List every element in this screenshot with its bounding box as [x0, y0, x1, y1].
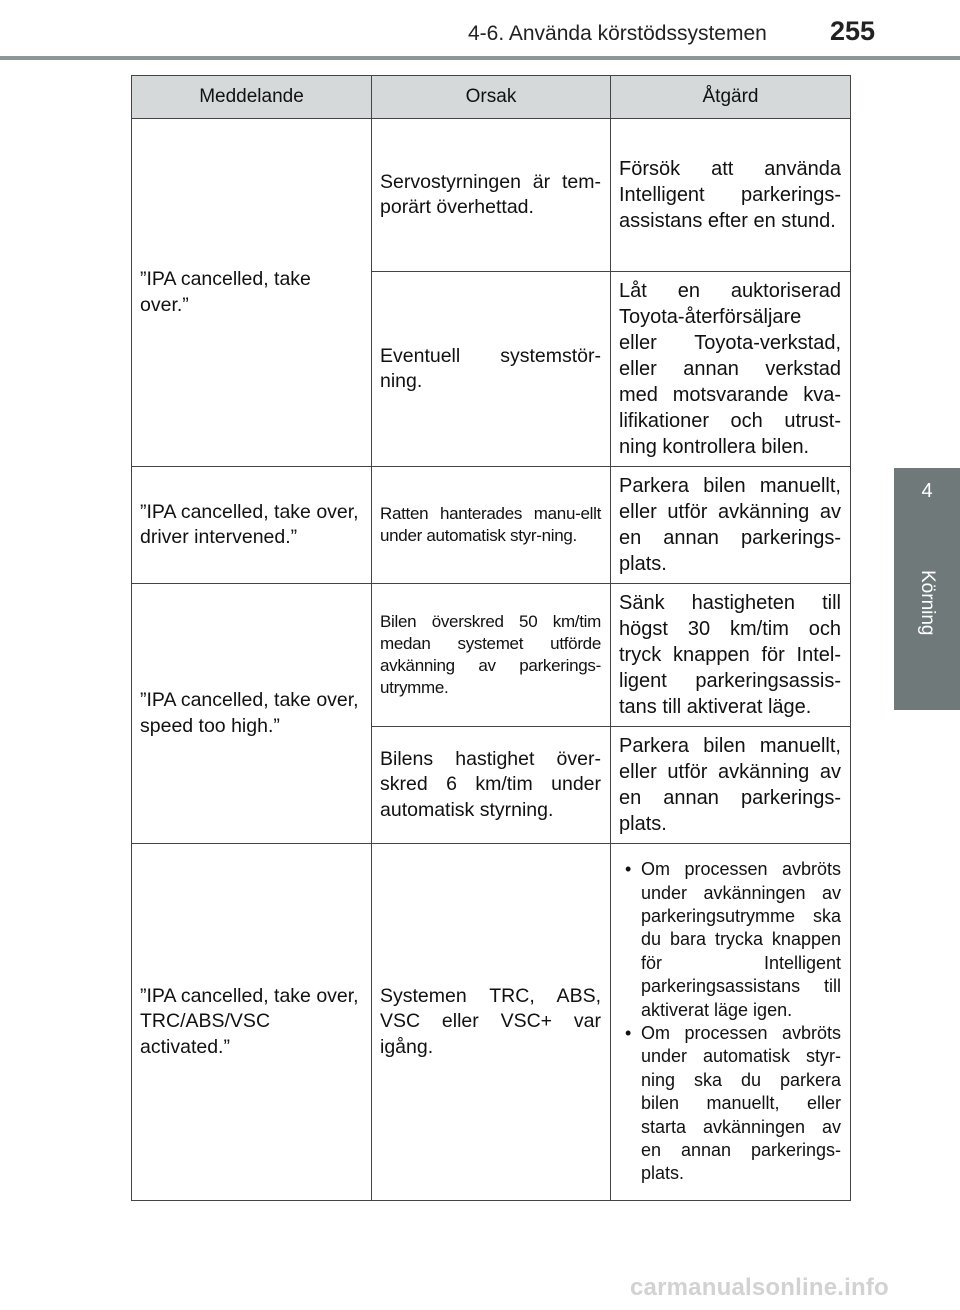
chapter-side-tab — [894, 468, 960, 710]
action-cell: Parkera bilen manuellt, eller utför avkänning av en annan parkerings-plats. — [611, 727, 851, 844]
column-header-cause: Orsak — [372, 76, 611, 119]
chapter-number: 4 — [921, 480, 933, 502]
table-row — [132, 844, 851, 1201]
cause-cell: Bilens hastighet över-skred 6 km/tim under automatisk styrning. — [372, 727, 611, 844]
table-row — [132, 119, 851, 272]
action-bullet-item: • Om processen avbröts under automatisk styr-ning ska du parkera bilen manuellt, eller starta avkänningen av en annan parkerings-plats. — [625, 1022, 841, 1186]
cause-cell: Bilen överskred 50 km/tim medan systemet utförde avkänning av parkerings-utrymme. — [372, 584, 611, 727]
chapter-label: Körning — [917, 570, 938, 636]
action-cell: Sänk hastigheten till högst 30 km/tim och tryck knappen för Intel-ligent parkeringsassis-tans till aktiverat läge. — [611, 584, 851, 727]
cause-cell: Servostyrningen är tem-porärt överhettad. — [372, 119, 611, 272]
action-bullet-list — [619, 858, 841, 1185]
message-cell: ”IPA cancelled, take over, TRC/ABS/VSC activated.” — [132, 844, 372, 1201]
column-header-action: Åtgärd — [611, 76, 851, 119]
cause-cell: Eventuell systemstör-ning. — [372, 272, 611, 467]
cause-cell: Ratten hanterades manu-ellt under automatisk styr-ning. — [372, 467, 611, 584]
watermark: carmanualsonline.info — [630, 1274, 889, 1301]
column-header-message: Meddelande — [132, 76, 372, 119]
table-row — [132, 584, 851, 727]
action-cell: Parkera bilen manuellt, eller utför avkänning av en annan parkerings-plats. — [611, 467, 851, 584]
action-cell — [611, 844, 851, 1201]
message-table — [131, 75, 851, 1201]
table-header-row — [132, 76, 851, 119]
header-divider — [0, 56, 960, 60]
table-row — [132, 467, 851, 584]
action-bullet-item: • Om processen avbröts under avkänningen av parkeringsutrymme ska du bara trycka knappen för Intelligent parkeringsassistans till aktiverat läge igen. — [625, 858, 841, 1022]
section-title: 4-6. Använda körstödssystemen — [468, 22, 767, 45]
message-cell: ”IPA cancelled, take over, speed too high.” — [132, 584, 372, 844]
page-number: 255 — [830, 16, 876, 46]
action-cell: Försök att använda Intelligent parkerings-assistans efter en stund. — [611, 119, 851, 272]
message-cell: ”IPA cancelled, take over, driver intervened.” — [132, 467, 372, 584]
action-cell: Låt en auktoriserad Toyota-återförsäljare eller Toyota-verkstad, eller annan verkstad med motsvarande kva-lifikationer och utrust-ning kontrollera bilen. — [611, 272, 851, 467]
cause-cell: Systemen TRC, ABS, VSC eller VSC+ var igång. — [372, 844, 611, 1201]
message-cell: ”IPA cancelled, take over.” — [132, 119, 372, 467]
